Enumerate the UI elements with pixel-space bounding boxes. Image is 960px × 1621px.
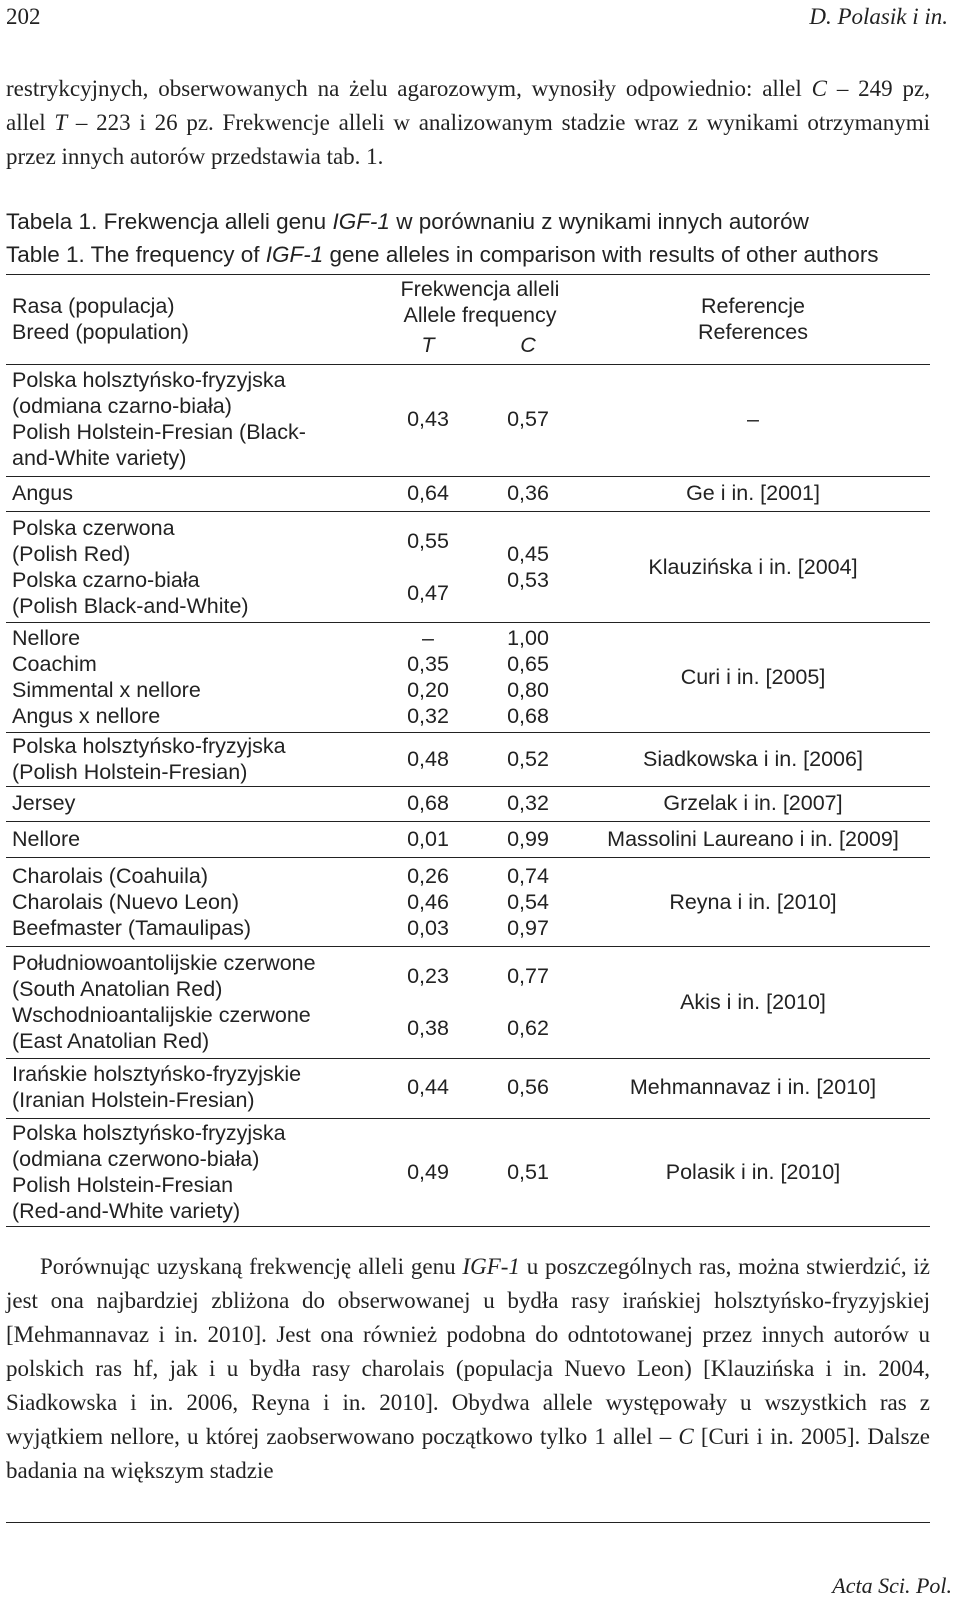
table-header-rule [6,364,930,365]
table-caption-pl [6,206,809,238]
freq-c-cell: 0,52 [507,747,549,771]
table-bottom-rule [6,1226,930,1227]
header-allele-c: C [520,333,536,357]
freq-c-cell: 0,65 [507,652,549,676]
freq-t-cell: 0,47 [407,581,449,605]
allele-c-symbol: C [811,76,827,101]
freq-t-cell: 0,49 [407,1160,449,1184]
header-ref-en: References [698,320,808,344]
intro-text-2: – 249 pz, allel [6,76,930,135]
breed-cell: Nellore [12,827,81,851]
breed-cell: (Polish Black-and-White) [12,594,249,618]
freq-t-cell: 0,68 [407,791,449,815]
freq-c-cell: 0,62 [507,1016,549,1040]
row-divider [6,786,930,787]
freq-t-cell: 0,35 [407,652,449,676]
breed-cell: Irańskie holsztyńsko-fryzyjskie [12,1062,302,1086]
freq-t-cell: 0,38 [407,1016,449,1040]
freq-c-cell: 0,54 [507,890,549,914]
caption-en-a: Table 1. The frequency of [6,242,266,267]
freq-c-cell: 0,77 [507,964,549,988]
breed-cell: Nellore [12,626,81,650]
reference-cell: Massolini Laureano i in. [2009] [607,827,899,851]
breed-cell: Charolais (Nuevo Leon) [12,890,240,914]
freq-t-cell: 0,03 [407,916,449,940]
freq-c-cell: 0,97 [507,916,549,940]
breed-cell: Angus [12,481,73,505]
reference-cell: Reyna i in. [2010] [669,890,837,914]
row-divider [6,821,930,822]
breed-cell: Simmental x nellore [12,678,201,702]
row-divider [6,1118,930,1119]
breed-cell: Angus x nellore [12,704,161,728]
reference-cell: Grzelak i in. [2007] [663,791,843,815]
intro-paragraph [6,72,930,174]
freq-t-cell: 0,23 [407,964,449,988]
reference-cell: Ge i in. [2001] [686,481,820,505]
breed-cell: Polish Holstein-Fresian [12,1173,234,1197]
breed-cell: and-White variety) [12,446,187,470]
breed-cell: (Polish Holstein-Fresian) [12,760,248,784]
freq-c-cell: 0,51 [507,1160,549,1184]
caption-pl-gene: IGF-1 [332,209,390,234]
header-breed-pl: Rasa (populacja) [12,294,175,318]
breed-cell: (Red-and-White variety) [12,1199,241,1223]
freq-t-cell: 0,46 [407,890,449,914]
breed-cell: (South Anatolian Red) [12,977,223,1001]
reference-cell: Curi i in. [2005] [680,665,826,689]
header-breed-en: Breed (population) [12,320,189,344]
footer-rule [6,1522,930,1523]
running-head: D. Polasik i in. [809,4,948,29]
reference-cell: Klauzińska i in. [2004] [648,555,858,579]
discussion-paragraph [6,1250,930,1488]
allele-t-symbol: T [54,110,68,135]
reference-cell: Akis i in. [2010] [680,990,826,1014]
freq-c-cell: 0,36 [507,481,549,505]
table-caption-en [6,239,879,271]
breed-cell: Polska holsztyńsko-fryzyjska [12,368,286,392]
reference-cell: – [747,407,759,431]
freq-c-cell: 0,32 [507,791,549,815]
breed-cell: Beefmaster (Tamaulipas) [12,916,251,940]
freq-t-cell: – [422,626,434,650]
reference-cell: Polasik i in. [2010] [665,1160,841,1184]
breed-cell: Jersey [12,791,76,815]
reference-cell: Siadkowska i in. [2006] [643,747,863,771]
page-header [0,0,960,40]
freq-t-cell: 0,26 [407,864,449,888]
allele-c-symbol: C [678,1424,694,1449]
breed-cell: Wschodnioantalijskie czerwone [12,1003,311,1027]
page-number: 202 [6,4,41,29]
breed-cell: (odmiana czerwono-biała) [12,1147,260,1171]
breed-cell: (Polish Red) [12,542,131,566]
row-divider [6,1058,930,1059]
discussion-text-3: [Curi i in. 2005]. Dalsze badania na większym stadzie [6,1424,930,1483]
breed-cell: (East Anatolian Red) [12,1029,210,1053]
freq-t-cell: 0,64 [407,481,449,505]
breed-cell: Polska holsztyńsko-fryzyjska [12,734,286,758]
breed-cell: Polish Holstein-Fresian (Black- [12,420,306,444]
header-freq-en: Allele frequency [403,303,557,327]
table-top-rule [6,274,930,275]
freq-t-cell: 0,43 [407,407,449,431]
discussion-text-1: Porównując uzyskaną frekwencję alleli genu [40,1254,463,1279]
breed-cell: Coachim [12,652,97,676]
freq-t-cell: 0,48 [407,747,449,771]
freq-t-cell: 0,55 [407,529,449,553]
freq-c-cell: 0,56 [507,1075,549,1099]
row-divider [6,946,930,947]
freq-c-cell: 0,74 [507,864,549,888]
freq-c-cell: 1,00 [507,626,549,650]
caption-pl-b: w porównaniu z wynikami innych autorów [389,209,809,234]
header-ref-pl: Referencje [701,294,805,318]
breed-cell: Południowoantolijskie czerwone [12,951,316,975]
freq-c-cell: 0,57 [507,407,549,431]
reference-cell: Mehmannavaz i in. [2010] [629,1075,877,1099]
breed-cell: Polska czarno-biała [12,568,200,592]
freq-c-cell: 0,53 [507,568,549,592]
intro-text-3: – 223 i 26 pz. Frekwencje alleli w analizowanym stadzie wraz z wynikami otrzymanymi przez innych autorów przedstawia tab. 1. [6,110,930,169]
breed-cell: (odmiana czarno-biała) [12,394,232,418]
row-divider [6,622,930,623]
freq-c-cell: 0,80 [507,678,549,702]
row-divider [6,476,930,477]
row-divider [6,857,930,858]
freq-t-cell: 0,44 [407,1075,449,1099]
breed-cell: Polska holsztyńsko-fryzyjska [12,1121,286,1145]
caption-en-b: gene alleles in comparison with results of other authors [323,242,879,267]
freq-c-cell: 0,99 [507,827,549,851]
caption-pl-a: Tabela 1. Frekwencja alleli genu [6,209,333,234]
freq-c-cell: 0,45 [507,542,549,566]
freq-t-cell: 0,01 [407,827,449,851]
row-divider [6,511,930,512]
freq-t-cell: 0,32 [407,704,449,728]
header-allele-t: T [421,333,435,357]
discussion-text-2: u poszczególnych ras, można stwierdzić, iż jest ona najbardziej zbliżona do obserwowanej u bydła rasy irańskiej holsztyńsko-fryzyjskiej [Mehmannavaz i in. 2010]. Jest ona również podobna do odntotowanej przez innych autorów u polskich ras hf, jak i u bydła rasy charolais (populacja Nuevo Leon) [Klauzińska i in. 2004, Siadkowska i in. 2006, Reyna i in. 2010]. Obydwa allele występowały u wszystkich ras z wyjątkiem nellore, u której zaobserwowano początkowo tylko 1 allel – [6,1254,930,1449]
freq-c-cell: 0,68 [507,704,549,728]
breed-cell: Charolais (Coahuila) [12,864,208,888]
caption-en-gene: IGF-1 [265,242,324,267]
breed-cell: Polska czerwona [12,516,175,540]
breed-cell: (Iranian Holstein-Fresian) [12,1088,255,1112]
freq-t-cell: 0,20 [407,678,449,702]
journal-footer: Acta Sci. Pol. [832,1573,952,1598]
intro-text-1: restrykcyjnych, obserwowanych na żelu agarozowym, wynosiły odpowiednio: allel [6,76,812,101]
header-freq-pl: Frekwencja alleli [400,277,560,301]
gene-name: IGF-1 [462,1254,520,1279]
